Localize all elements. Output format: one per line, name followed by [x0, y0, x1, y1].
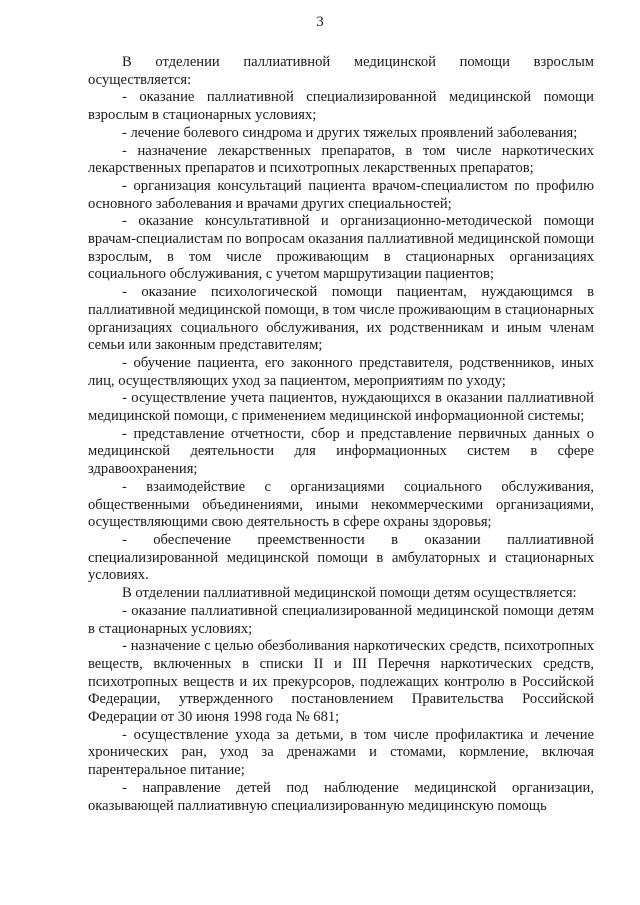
list-item: - лечение болевого синдрома и других тяжелых проявлений заболевания;	[122, 124, 578, 141]
list-item: - оказание паллиативной специализированной медицинской помощи взрослым в стационарных условиях;	[88, 89, 594, 124]
list-item: - направление детей под наблюдение медицинской организации, оказывающей паллиативную специализированную медицинскую помощь	[88, 779, 594, 814]
list-item: - организация консультаций пациента врачом-специалистом по профилю основного заболевания и врачами других специальностей;	[88, 177, 594, 212]
list-item: - осуществление учета пациентов, нуждающихся в оказании паллиативной медицинской помощи, с применением медицинской информационной системы;	[88, 390, 594, 425]
list-item: - представление отчетности, сбор и представление первичных данных о медицинской деятельности для информационных систем в сфере здравоохранения;	[88, 425, 594, 478]
list-item: - назначение лекарственных препаратов, в том числе наркотических лекарственных препаратов и психотропных лекарственных препаратов;	[88, 142, 594, 177]
adult-section-intro: В отделении паллиативной медицинской помощи взрослым осуществляется:	[88, 54, 594, 88]
list-item: - оказание консультативной и организационно-методической помощи врачам-специалистам по вопросам оказания паллиативной медицинской помощи взрослым, в том числе проживающим в стационарных организациях социального обслуживания, с учетом маршрутизации пациентов;	[88, 213, 594, 283]
document-body	[88, 54, 594, 815]
list-item: - оказание паллиативной специализированной медицинской помощи детям в стационарных условиях;	[88, 602, 594, 637]
list-item: - обучение пациента, его законного представителя, родственников, иных лиц, осуществляющих уход за пациентом, мероприятиям по уходу;	[88, 354, 594, 389]
page-number: 3	[316, 14, 324, 30]
children-section-intro: В отделении паллиативной медицинской помощи детям осуществляется:	[122, 585, 577, 602]
list-item: - назначение с целью обезболивания наркотических средств, психотропных веществ, включенных в списки II и III Перечня наркотических средств, психотропных веществ и их прекурсоров, подлежащих контролю в Российской Федерации, утвержденного постановлением Правительства Российской Федерации от 30 июня 1998 года № 681;	[88, 638, 594, 726]
list-item: - взаимодействие с организациями социального обслуживания, общественными объединениями, иными некоммерческими организациями, осуществляющими свою деятельность в сфере охраны здоровья;	[88, 478, 594, 531]
list-item: - осуществление ухода за детьми, в том числе профилактика и лечение хронических ран, уход за дренажами и стомами, кормление, включая парентеральное питание;	[88, 726, 594, 779]
list-item: - оказание психологической помощи пациентам, нуждающимся в паллиативной медицинской помощи, в том числе проживающим в стационарных организациях социального обслуживания, их родственникам и иным членам семьи или законным представителям;	[88, 284, 594, 354]
list-item: - обеспечение преемственности в оказании паллиативной специализированной медицинской помощи в амбулаторных и стационарных условиях.	[88, 531, 594, 584]
